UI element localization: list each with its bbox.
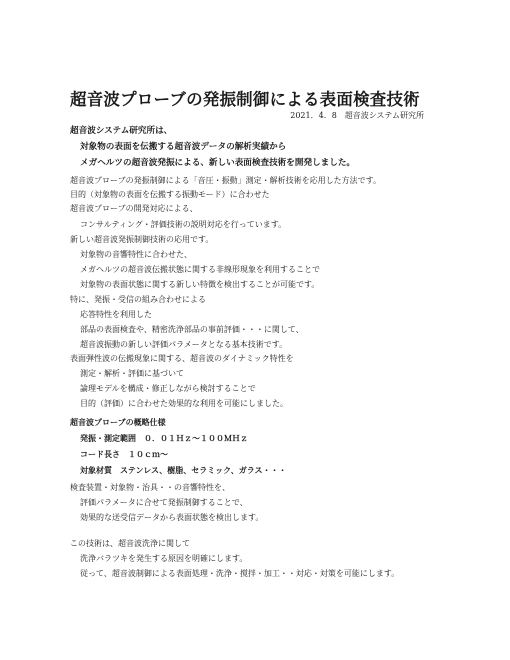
body-line: 新しい超音波発振制御技術の応用です。 xyxy=(70,235,214,244)
body-line: 目的（対象物の表面を伝搬する振動モード）に合わせた xyxy=(70,190,270,199)
body-line: 測定・解析・評価に基づいて xyxy=(80,369,184,378)
document-title: 超音波プローブの発振制御による表面検査技術 xyxy=(70,90,420,109)
spec-item: 発振・測定範囲 ０．０１Ｈｚ～１００ＭＨｚ xyxy=(80,433,248,443)
body-line: 評価パラメータに合せて発振制御することで、 xyxy=(80,498,248,507)
date-line: 2021．4．8 超音波システム研究所 xyxy=(290,111,424,120)
lead-line: メガヘルツの超音波発振による、新しい表面検査技術を開発しました。 xyxy=(80,158,356,168)
body-line: コンサルティング・評価技術の説明対応を行っています。 xyxy=(80,220,287,229)
lead-line: 超音波システム研究所は、 xyxy=(70,126,173,136)
body-line: 特に、発振・受信の組み合わせによる xyxy=(70,295,206,304)
body-line: 表面弾性波の伝搬現象に関する、超音波のダイナミック特性を xyxy=(70,354,294,363)
spec-heading: 超音波プローブの概略仕様 xyxy=(70,417,166,427)
lead-line: 対象物の表面を伝搬する超音波データの解析実績から xyxy=(80,142,287,152)
body-line: 対象物の表面状態に関する新しい特徴を検出することが可能です。 xyxy=(80,280,320,289)
body-line: 対象物の音響特性に合わせた、 xyxy=(80,250,192,259)
body-line: 目的（評価）に合わせた効果的な利用を可能にしました。 xyxy=(80,399,288,408)
body-line: 従って、超音波制御による表面処理・洗浄・撹拌・加工・・対応・対策を可能にします。 xyxy=(80,569,400,578)
body-line: 超音波プローブの開発対応による、 xyxy=(70,204,198,213)
body-line: 超音波振動の新しい評価パラメータとなる基本技術です。 xyxy=(80,340,288,349)
body-line: 超音波プローブの発振制御による「音圧・振動」測定・解析技術を応用した方法です。 xyxy=(70,176,381,185)
body-line: 洗浄バラツキを発生する原因を明確にします。 xyxy=(80,554,248,563)
body-line: 検査装置・対象物・治具・・の音響特性を、 xyxy=(70,483,230,492)
body-line: この技術は、超音波洗浄に関して xyxy=(70,539,190,548)
body-line: 効果的な送受信データから表面状態を検出します。 xyxy=(80,513,264,522)
body-line: 応答特性を利用した xyxy=(80,310,152,319)
spec-item: コード長さ １０ｃｍ～ xyxy=(80,449,168,459)
spec-item: 対象材質 ステンレス、樹脂、セラミック、ガラス・・・ xyxy=(80,465,287,475)
body-line: メガヘルツの超音波伝搬状態に関する非線形現象を利用することで xyxy=(80,265,320,274)
body-line: 部品の表面検査や、精密洗浄部品の事前評価・・・に関して、 xyxy=(80,325,304,334)
body-line: 論理モデルを構成・修正しながら検討することで xyxy=(80,384,256,393)
